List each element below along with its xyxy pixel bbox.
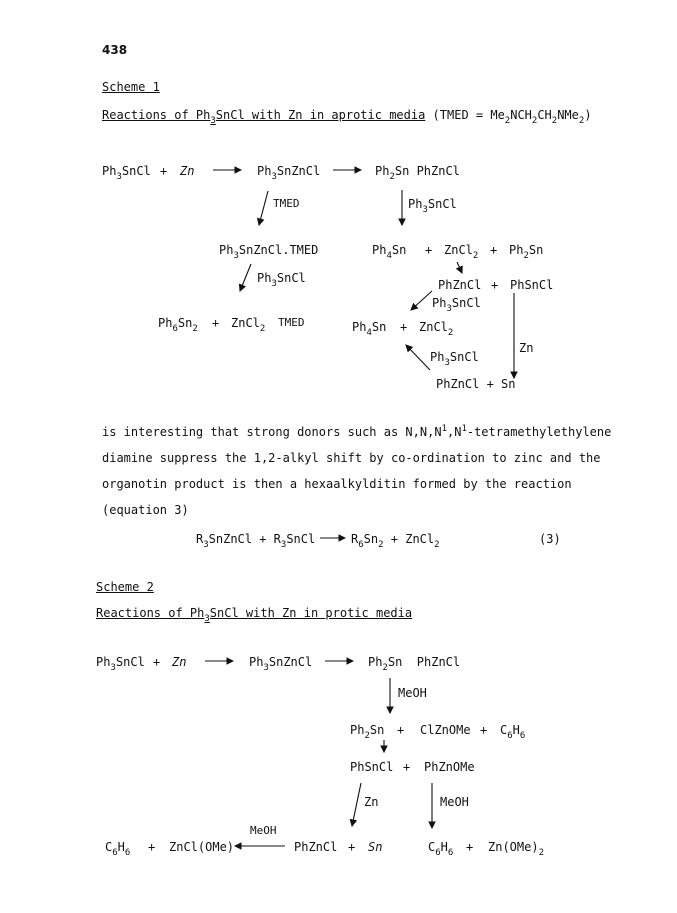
sub: 3 bbox=[271, 279, 277, 289]
sub: 2 bbox=[382, 663, 388, 673]
caption-tmed-c: CH bbox=[537, 108, 552, 122]
caption-tmed-a: (TMED = Me bbox=[432, 108, 505, 122]
caption-tmed-b: NCH bbox=[510, 108, 532, 122]
sub: 2 bbox=[538, 848, 544, 858]
arrow-diagonal-icon bbox=[457, 262, 462, 273]
s1-ph4sn-group bbox=[372, 243, 406, 259]
sub: 4 bbox=[366, 328, 372, 338]
sub: 6 bbox=[507, 731, 513, 741]
s1-zn: Zn bbox=[180, 164, 195, 178]
txt: PhZnCl bbox=[416, 164, 460, 178]
txt: SnCl bbox=[286, 532, 316, 546]
s2-zncl-ome: ZnCl(OMe) bbox=[169, 840, 235, 854]
s1-ph3sncl-reagent-2 bbox=[257, 271, 306, 287]
plus: + bbox=[348, 840, 356, 854]
s1-ph3sncl-reagent bbox=[408, 197, 457, 213]
s2-phzncl: PhZnCl bbox=[294, 840, 338, 854]
scheme-1-heading: Scheme 1 bbox=[102, 80, 160, 94]
s1-phsncl: PhSnCl bbox=[510, 278, 554, 292]
caption-text-b: SnCl with Zn in aprotic media bbox=[215, 108, 426, 122]
scheme-2-caption bbox=[96, 606, 412, 622]
sup: 1 bbox=[441, 424, 447, 434]
sub: 2 bbox=[389, 172, 395, 182]
sub: 2 bbox=[578, 116, 585, 126]
plus: + bbox=[425, 243, 433, 257]
arrow-diagonal-icon bbox=[411, 291, 432, 310]
sup: 1 bbox=[461, 424, 467, 434]
txt: ZnCl bbox=[231, 316, 260, 330]
s1-plus: + bbox=[160, 164, 168, 178]
s2-sn: Sn bbox=[368, 840, 383, 854]
sub: 2 bbox=[531, 116, 538, 126]
txt: ZnCl bbox=[419, 320, 448, 334]
s2-phznome: PhZnOMe bbox=[424, 760, 475, 774]
sub: 2 bbox=[434, 540, 440, 550]
txt: Ph bbox=[368, 655, 383, 669]
paragraph-line-3: organotin product is then a hexaalkylditin formed by the reaction bbox=[102, 477, 572, 491]
txt: H bbox=[117, 840, 125, 854]
txt: ZnCl bbox=[444, 243, 473, 257]
s2-zn: Zn bbox=[172, 655, 187, 669]
txt: SnCl bbox=[427, 197, 457, 211]
caption-sub: 3 bbox=[210, 116, 216, 126]
txt: Ph bbox=[257, 271, 272, 285]
s1-ph3snzncl-tmed bbox=[219, 243, 318, 259]
s2-clznome: ClZnOMe bbox=[420, 723, 471, 737]
txt: SnZnCl + R bbox=[208, 532, 281, 546]
s1-ph2sn bbox=[509, 243, 543, 259]
paragraph-line-2: diamine suppress the 1,2-alkyl shift by co-ordination to zinc and the bbox=[102, 451, 601, 465]
s1-ph4sn-2 bbox=[352, 320, 386, 336]
s2-zn-reagent: Zn bbox=[364, 795, 379, 809]
txt: R bbox=[351, 532, 359, 546]
plus: + bbox=[466, 840, 474, 854]
txt: H bbox=[440, 840, 448, 854]
s1-final-products: PhZnCl + Sn bbox=[436, 377, 516, 391]
s2-meoh-2: MeOH bbox=[440, 795, 469, 809]
txt: Ph bbox=[158, 316, 173, 330]
txt: Sn bbox=[369, 723, 385, 737]
sub: 2 bbox=[551, 116, 558, 126]
sub: 2 bbox=[447, 328, 454, 338]
sub: 3 bbox=[204, 614, 210, 624]
txt: SnCl bbox=[449, 350, 479, 364]
s2-zn-ome2 bbox=[488, 840, 544, 856]
arrow-diagonal-icon bbox=[406, 345, 430, 370]
s2-meoh-1: MeOH bbox=[398, 686, 427, 700]
txt: Ph bbox=[408, 197, 423, 211]
sub: 2 bbox=[504, 116, 511, 126]
txt: Zn(OMe) bbox=[488, 840, 539, 854]
sub: 2 bbox=[472, 251, 479, 261]
plus: + bbox=[153, 655, 161, 669]
s1-phzncl: PhZnCl bbox=[438, 278, 482, 292]
plus: + bbox=[397, 723, 405, 737]
txt: Sn bbox=[387, 655, 403, 669]
s2-c6h6-left bbox=[105, 840, 130, 856]
s2-phsncl: PhSnCl bbox=[350, 760, 394, 774]
s1-zn-reagent: Zn bbox=[519, 341, 534, 355]
sub: 3 bbox=[444, 358, 450, 368]
s1-ph2sn-phzncl bbox=[375, 164, 460, 180]
txt: Sn bbox=[363, 532, 379, 546]
equation-3 bbox=[196, 532, 315, 548]
plus: + bbox=[490, 243, 498, 257]
plus: + bbox=[403, 760, 411, 774]
s2-ph3sncl bbox=[96, 655, 145, 671]
txt: PhZnCl bbox=[416, 655, 461, 669]
s1-zncl2-prod bbox=[231, 316, 265, 332]
s1-tmed-reagent: TMED bbox=[273, 197, 300, 210]
caption-text-a: Reactions of Ph bbox=[102, 108, 211, 122]
txt: Ph bbox=[350, 723, 365, 737]
sub: 3 bbox=[116, 172, 122, 182]
plus: + bbox=[480, 723, 488, 737]
sub: 2 bbox=[259, 324, 266, 334]
s1-ph3sncl-reagent-4 bbox=[430, 350, 479, 366]
txt: Ph bbox=[102, 164, 117, 178]
txt: Reactions of Ph bbox=[96, 606, 205, 620]
txt: C bbox=[500, 723, 508, 737]
sub: 3 bbox=[271, 172, 277, 182]
scheme-1-caption bbox=[102, 108, 592, 124]
txt: SnCl bbox=[115, 655, 145, 669]
txt: Ph bbox=[249, 655, 264, 669]
arrow-diagonal-icon bbox=[259, 191, 268, 225]
s2-meoh-3: MeOH bbox=[250, 824, 277, 837]
txt: SnCl with Zn in protic media bbox=[209, 606, 413, 620]
sub: 2 bbox=[364, 731, 370, 741]
txt: SnCl bbox=[451, 296, 481, 310]
sub: 3 bbox=[203, 540, 209, 550]
sub: 6 bbox=[112, 848, 118, 858]
sub: 6 bbox=[124, 848, 131, 858]
txt: Sn bbox=[177, 316, 193, 330]
txt: SnCl bbox=[276, 271, 306, 285]
sub: 2 bbox=[192, 324, 198, 334]
arrow-diagonal-icon bbox=[352, 783, 361, 826]
txt: H bbox=[512, 723, 520, 737]
txt: Ph bbox=[432, 296, 447, 310]
arrow-diagonal-icon bbox=[240, 264, 251, 291]
plus: + bbox=[491, 278, 499, 292]
txt: SnZnCl bbox=[276, 164, 321, 178]
s1-zncl2 bbox=[444, 243, 478, 259]
paragraph-line-4: (equation 3) bbox=[102, 503, 189, 517]
page-number: 438 bbox=[102, 43, 128, 57]
sub: 2 bbox=[523, 251, 529, 261]
txt: Ph bbox=[257, 164, 272, 178]
sub: 6 bbox=[435, 848, 441, 858]
txt: R bbox=[196, 532, 204, 546]
sub: 3 bbox=[233, 251, 239, 261]
sub: 3 bbox=[280, 540, 287, 550]
sub: 6 bbox=[172, 324, 178, 334]
sub: 3 bbox=[110, 663, 116, 673]
txt: Sn bbox=[391, 243, 407, 257]
equation-number: (3) bbox=[539, 532, 561, 546]
sub: 2 bbox=[378, 540, 384, 550]
txt: C bbox=[428, 840, 436, 854]
sub: 3 bbox=[446, 304, 452, 314]
paragraph-line-1: is interesting that strong donors such as $N,N,N^1,N^1$-tetramethylethylene bbox=[102, 424, 612, 439]
txt: SnCl bbox=[121, 164, 151, 178]
caption-tmed-e: ) bbox=[584, 108, 592, 122]
txt: Ph bbox=[352, 320, 367, 334]
txt: Sn bbox=[371, 320, 387, 334]
sub: 6 bbox=[447, 848, 454, 858]
sub: 6 bbox=[519, 731, 526, 741]
s1-zncl2-2 bbox=[419, 320, 453, 336]
txt: Ph bbox=[219, 243, 234, 257]
sub: 3 bbox=[422, 205, 428, 215]
s1-reactant-ph3sncl bbox=[102, 164, 151, 180]
s2-ph2sn-phzncl bbox=[368, 655, 460, 671]
plus: + bbox=[148, 840, 156, 854]
txt: + ZnCl bbox=[390, 532, 435, 546]
s1-ph3snzncl bbox=[257, 164, 320, 180]
s1-ph6sn2 bbox=[158, 316, 198, 332]
txt: Ph bbox=[509, 243, 524, 257]
equation-3-products bbox=[351, 532, 440, 548]
txt: Ph bbox=[372, 243, 387, 257]
s2-ph2sn bbox=[350, 723, 384, 739]
s2-ph3snzncl bbox=[249, 655, 312, 671]
txt: Ph bbox=[430, 350, 445, 364]
txt: is interesting that strong donors such as N,N,N bbox=[102, 425, 442, 439]
sub: 3 bbox=[263, 663, 269, 673]
s2-c6h6-right bbox=[428, 840, 453, 856]
sub: 4 bbox=[386, 251, 392, 261]
plus: + bbox=[212, 316, 220, 330]
txt: SnZnCl bbox=[268, 655, 313, 669]
caption-tmed-d: NMe bbox=[557, 108, 579, 122]
plus: + bbox=[400, 320, 408, 334]
txt: C bbox=[105, 840, 113, 854]
s1-tmed-prod: TMED bbox=[278, 316, 305, 329]
txt: Ph bbox=[375, 164, 390, 178]
scheme-2-heading: Scheme 2 bbox=[96, 580, 154, 594]
txt: -tetramethylethylene bbox=[466, 425, 612, 439]
s2-c6h6 bbox=[500, 723, 525, 739]
txt: Ph bbox=[96, 655, 111, 669]
txt: SnZnCl.TMED bbox=[238, 243, 319, 257]
txt: Sn bbox=[394, 164, 410, 178]
txt: Sn bbox=[528, 243, 544, 257]
sub: 6 bbox=[358, 540, 364, 550]
s1-ph3sncl-reagent-3 bbox=[432, 296, 481, 312]
